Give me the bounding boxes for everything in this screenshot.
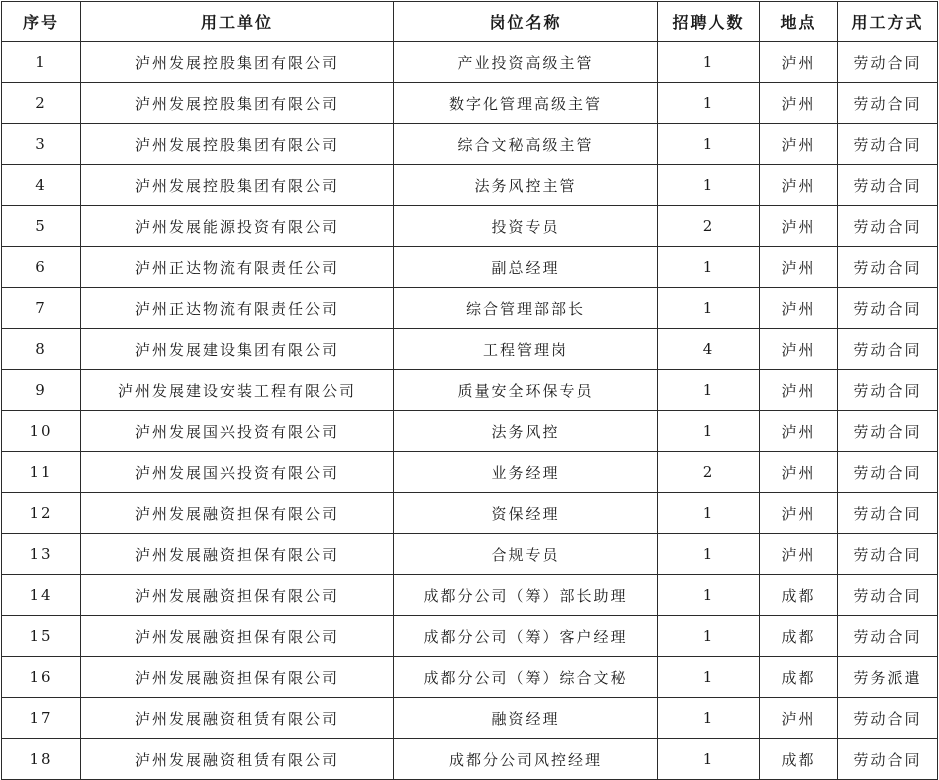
cell-index: 16 bbox=[2, 657, 81, 698]
table-row bbox=[2, 206, 938, 247]
table-row bbox=[2, 42, 938, 83]
table-header bbox=[2, 2, 938, 42]
cell-position: 综合管理部部长 bbox=[394, 288, 658, 329]
cell-employment-type: 劳动合同 bbox=[838, 452, 938, 493]
cell-employment-type: 劳动合同 bbox=[838, 739, 938, 780]
cell-employer: 泸州正达物流有限责任公司 bbox=[81, 247, 394, 288]
cell-employer: 泸州发展建设安装工程有限公司 bbox=[81, 370, 394, 411]
cell-employment-type: 劳动合同 bbox=[838, 83, 938, 124]
cell-location: 成都 bbox=[760, 739, 838, 780]
cell-position: 数字化管理高级主管 bbox=[394, 83, 658, 124]
cell-employer: 泸州发展国兴投资有限公司 bbox=[81, 411, 394, 452]
cell-index: 11 bbox=[2, 452, 81, 493]
cell-headcount: 2 bbox=[658, 452, 760, 493]
cell-employment-type: 劳动合同 bbox=[838, 370, 938, 411]
cell-location: 泸州 bbox=[760, 165, 838, 206]
cell-location: 泸州 bbox=[760, 329, 838, 370]
cell-headcount: 1 bbox=[658, 534, 760, 575]
cell-employer: 泸州发展能源投资有限公司 bbox=[81, 206, 394, 247]
cell-location: 泸州 bbox=[760, 411, 838, 452]
cell-employment-type: 劳动合同 bbox=[838, 247, 938, 288]
cell-employment-type: 劳动合同 bbox=[838, 165, 938, 206]
cell-headcount: 1 bbox=[658, 124, 760, 165]
cell-employment-type: 劳动合同 bbox=[838, 329, 938, 370]
cell-headcount: 1 bbox=[658, 575, 760, 616]
cell-headcount: 1 bbox=[658, 616, 760, 657]
cell-index: 5 bbox=[2, 206, 81, 247]
cell-employer: 泸州发展控股集团有限公司 bbox=[81, 165, 394, 206]
cell-position: 综合文秘高级主管 bbox=[394, 124, 658, 165]
table-row bbox=[2, 83, 938, 124]
cell-employer: 泸州发展国兴投资有限公司 bbox=[81, 452, 394, 493]
cell-employment-type: 劳动合同 bbox=[838, 575, 938, 616]
cell-index: 12 bbox=[2, 493, 81, 534]
cell-headcount: 1 bbox=[658, 42, 760, 83]
cell-index: 2 bbox=[2, 83, 81, 124]
table-row bbox=[2, 288, 938, 329]
table-row bbox=[2, 329, 938, 370]
cell-headcount: 1 bbox=[658, 370, 760, 411]
cell-headcount: 1 bbox=[658, 165, 760, 206]
cell-employer: 泸州发展融资担保有限公司 bbox=[81, 493, 394, 534]
cell-employment-type: 劳动合同 bbox=[838, 616, 938, 657]
table-row bbox=[2, 165, 938, 206]
table-row bbox=[2, 124, 938, 165]
cell-position: 成都分公司（筹）部长助理 bbox=[394, 575, 658, 616]
header-employment-type: 用工方式 bbox=[838, 2, 938, 42]
cell-employer: 泸州发展融资租赁有限公司 bbox=[81, 739, 394, 780]
cell-employer: 泸州发展建设集团有限公司 bbox=[81, 329, 394, 370]
table-row bbox=[2, 739, 938, 780]
cell-index: 7 bbox=[2, 288, 81, 329]
cell-employer: 泸州发展控股集团有限公司 bbox=[81, 42, 394, 83]
table-row bbox=[2, 657, 938, 698]
cell-location: 泸州 bbox=[760, 698, 838, 739]
cell-location: 泸州 bbox=[760, 288, 838, 329]
cell-index: 18 bbox=[2, 739, 81, 780]
table-row bbox=[2, 452, 938, 493]
cell-employer: 泸州发展融资担保有限公司 bbox=[81, 534, 394, 575]
cell-employment-type: 劳动合同 bbox=[838, 288, 938, 329]
cell-employment-type: 劳动合同 bbox=[838, 493, 938, 534]
cell-location: 成都 bbox=[760, 575, 838, 616]
table-body bbox=[2, 42, 938, 780]
cell-location: 泸州 bbox=[760, 493, 838, 534]
cell-position: 副总经理 bbox=[394, 247, 658, 288]
cell-position: 成都分公司（筹）客户经理 bbox=[394, 616, 658, 657]
cell-headcount: 4 bbox=[658, 329, 760, 370]
cell-employer: 泸州发展融资担保有限公司 bbox=[81, 575, 394, 616]
cell-index: 3 bbox=[2, 124, 81, 165]
table-row bbox=[2, 370, 938, 411]
cell-headcount: 1 bbox=[658, 739, 760, 780]
cell-location: 泸州 bbox=[760, 124, 838, 165]
cell-employment-type: 劳动合同 bbox=[838, 124, 938, 165]
cell-index: 17 bbox=[2, 698, 81, 739]
cell-headcount: 1 bbox=[658, 288, 760, 329]
cell-employer: 泸州正达物流有限责任公司 bbox=[81, 288, 394, 329]
table-row bbox=[2, 575, 938, 616]
cell-position: 业务经理 bbox=[394, 452, 658, 493]
header-headcount: 招聘人数 bbox=[658, 2, 760, 42]
cell-employment-type: 劳务派遣 bbox=[838, 657, 938, 698]
cell-headcount: 1 bbox=[658, 493, 760, 534]
cell-employer: 泸州发展控股集团有限公司 bbox=[81, 124, 394, 165]
cell-location: 泸州 bbox=[760, 534, 838, 575]
cell-location: 泸州 bbox=[760, 370, 838, 411]
cell-index: 1 bbox=[2, 42, 81, 83]
table-row bbox=[2, 411, 938, 452]
table-row bbox=[2, 698, 938, 739]
cell-position: 资保经理 bbox=[394, 493, 658, 534]
cell-position: 工程管理岗 bbox=[394, 329, 658, 370]
cell-headcount: 1 bbox=[658, 411, 760, 452]
cell-headcount: 1 bbox=[658, 83, 760, 124]
table-row bbox=[2, 534, 938, 575]
cell-position: 质量安全环保专员 bbox=[394, 370, 658, 411]
cell-index: 9 bbox=[2, 370, 81, 411]
cell-employment-type: 劳动合同 bbox=[838, 411, 938, 452]
cell-employment-type: 劳动合同 bbox=[838, 534, 938, 575]
cell-employment-type: 劳动合同 bbox=[838, 698, 938, 739]
cell-employer: 泸州发展融资租赁有限公司 bbox=[81, 698, 394, 739]
cell-position: 融资经理 bbox=[394, 698, 658, 739]
cell-location: 泸州 bbox=[760, 452, 838, 493]
cell-index: 10 bbox=[2, 411, 81, 452]
cell-headcount: 2 bbox=[658, 206, 760, 247]
header-employer: 用工单位 bbox=[81, 2, 394, 42]
cell-location: 成都 bbox=[760, 616, 838, 657]
cell-index: 13 bbox=[2, 534, 81, 575]
header-position: 岗位名称 bbox=[394, 2, 658, 42]
cell-location: 成都 bbox=[760, 657, 838, 698]
cell-position: 法务风控主管 bbox=[394, 165, 658, 206]
cell-index: 14 bbox=[2, 575, 81, 616]
cell-employment-type: 劳动合同 bbox=[838, 42, 938, 83]
cell-position: 成都分公司风控经理 bbox=[394, 739, 658, 780]
cell-employer: 泸州发展融资担保有限公司 bbox=[81, 657, 394, 698]
cell-location: 泸州 bbox=[760, 247, 838, 288]
cell-employment-type: 劳动合同 bbox=[838, 206, 938, 247]
cell-employer: 泸州发展控股集团有限公司 bbox=[81, 83, 394, 124]
table-row bbox=[2, 247, 938, 288]
cell-headcount: 1 bbox=[658, 247, 760, 288]
header-location: 地点 bbox=[760, 2, 838, 42]
header-index: 序号 bbox=[2, 2, 81, 42]
cell-location: 泸州 bbox=[760, 206, 838, 247]
table-row bbox=[2, 493, 938, 534]
cell-location: 泸州 bbox=[760, 83, 838, 124]
cell-position: 投资专员 bbox=[394, 206, 658, 247]
cell-location: 泸州 bbox=[760, 42, 838, 83]
recruitment-table bbox=[1, 1, 938, 780]
cell-index: 8 bbox=[2, 329, 81, 370]
cell-position: 成都分公司（筹）综合文秘 bbox=[394, 657, 658, 698]
cell-index: 6 bbox=[2, 247, 81, 288]
table-row bbox=[2, 616, 938, 657]
cell-headcount: 1 bbox=[658, 698, 760, 739]
cell-position: 产业投资高级主管 bbox=[394, 42, 658, 83]
cell-position: 合规专员 bbox=[394, 534, 658, 575]
cell-employer: 泸州发展融资担保有限公司 bbox=[81, 616, 394, 657]
cell-position: 法务风控 bbox=[394, 411, 658, 452]
cell-headcount: 1 bbox=[658, 657, 760, 698]
cell-index: 4 bbox=[2, 165, 81, 206]
cell-index: 15 bbox=[2, 616, 81, 657]
header-row bbox=[2, 2, 938, 42]
